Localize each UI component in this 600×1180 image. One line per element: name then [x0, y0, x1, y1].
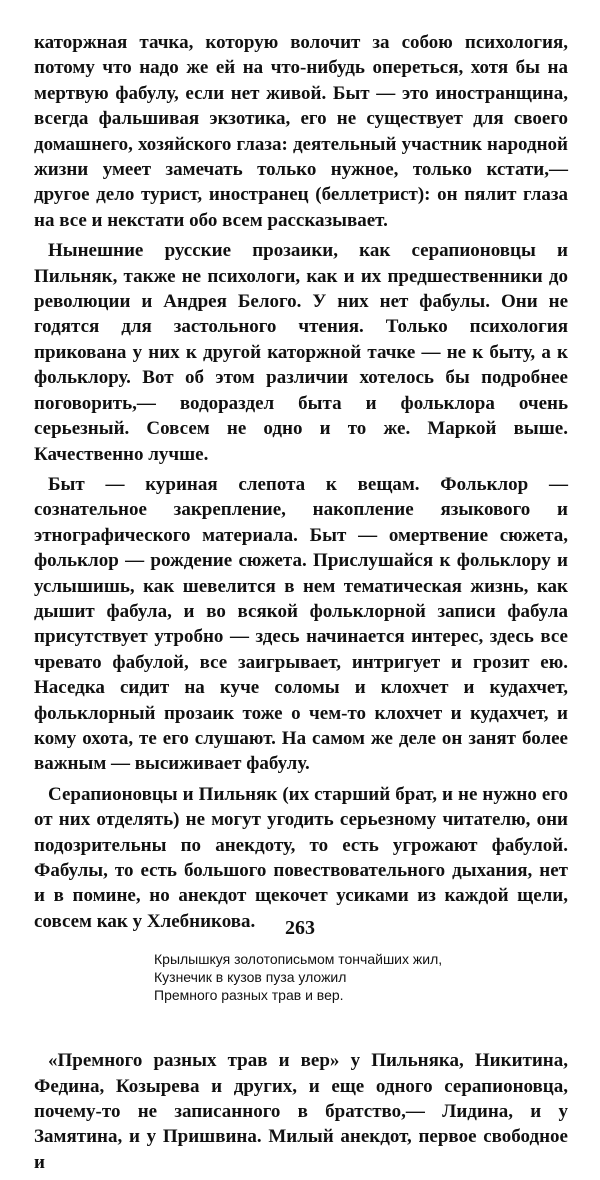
verse-line-2: Кузнечик в кузов пуза уложил: [154, 969, 347, 986]
verse-line-1: Крылышкуя золотописьмом тончайших жил,: [154, 951, 443, 968]
verse-line-3: Премного разных трав и вер.: [154, 987, 344, 1004]
paragraph-1: каторжная тачка, которую волочит за собою психология, потому что надо же ей на что-нибудь опереться, хотя бы на мертвую фабулу, если нет живой. Быт — это иностранщина, всегда фальшивая экзотика, его не существует для своего домашнего, хозяйского глаза: деятельный участник народной жизни умеет замечать только нужное, только кстати,— другое дело турист, иностранец (беллетрист): он пялит глаза на все и некстати обо всем рассказывает.: [34, 32, 568, 231]
page-number: 263: [285, 917, 315, 939]
verse-quote: [154, 950, 568, 1004]
paragraph-4: Серапионовцы и Пильняк (их старший брат, и не нужно его от них отделять) не могут угодить серьезному читателю, они подозрительны по анекдоту, то есть угрожают фабулой. Фабулы, то есть большого повествовательного дыхания, нет и в помине, но анекдот щекочет усиками из каждой щели, совсем как у Хлебникова.: [34, 783, 568, 932]
paragraph-3: Быт — куриная слепота к вещам. Фольклор — сознательное закрепление, накопление языкового и этнографического материала. Быт — омертвение сюжета, фольклор — рождение сюжета. Прислушайся к фольклору и услышишь, как шевелится в нем тематическая жизнь, как дышит фабула, и во всякой фольклорной записи фабула присутствует утробно — здесь начинается интерес, здесь все чревато фабулой, все заигрывает, интригует и грозит ею. Наседка сидит на куче соломы и клохчет и кудахчет, фольклорный прозаик тоже о чем-то клохчет и кудахчет, и кому охота, те его слушают. На самом же деле он занят более важным — высиживает фабулу.: [34, 473, 568, 775]
paragraph-5: «Премного разных трав и вер» у Пильняка, Никитина, Федина, Козырева и других, и еще одного серапионовца, почему-то не записанного в братство,— Лидина, и у Замятина, и у Пришвина. Милый анекдот, первое свободное и: [34, 1050, 568, 1173]
book-page: [34, 30, 568, 1180]
paragraph-2: Нынешние русские прозаики, как серапионовцы и Пильняк, также не психологи, как и их предшественники до революции и Андрея Белого. У них нет фабулы. Они не годятся для застольного чтения. Только психология прикована у них к другой каторжной тачке — не к быту, а к фольклору. Вот об этом различии хотелось бы подробнее поговорить,— водораздел быта и фольклора очень серьезный. Совсем не одно и то же. Маркой выше. Качественно лучше.: [34, 240, 568, 465]
